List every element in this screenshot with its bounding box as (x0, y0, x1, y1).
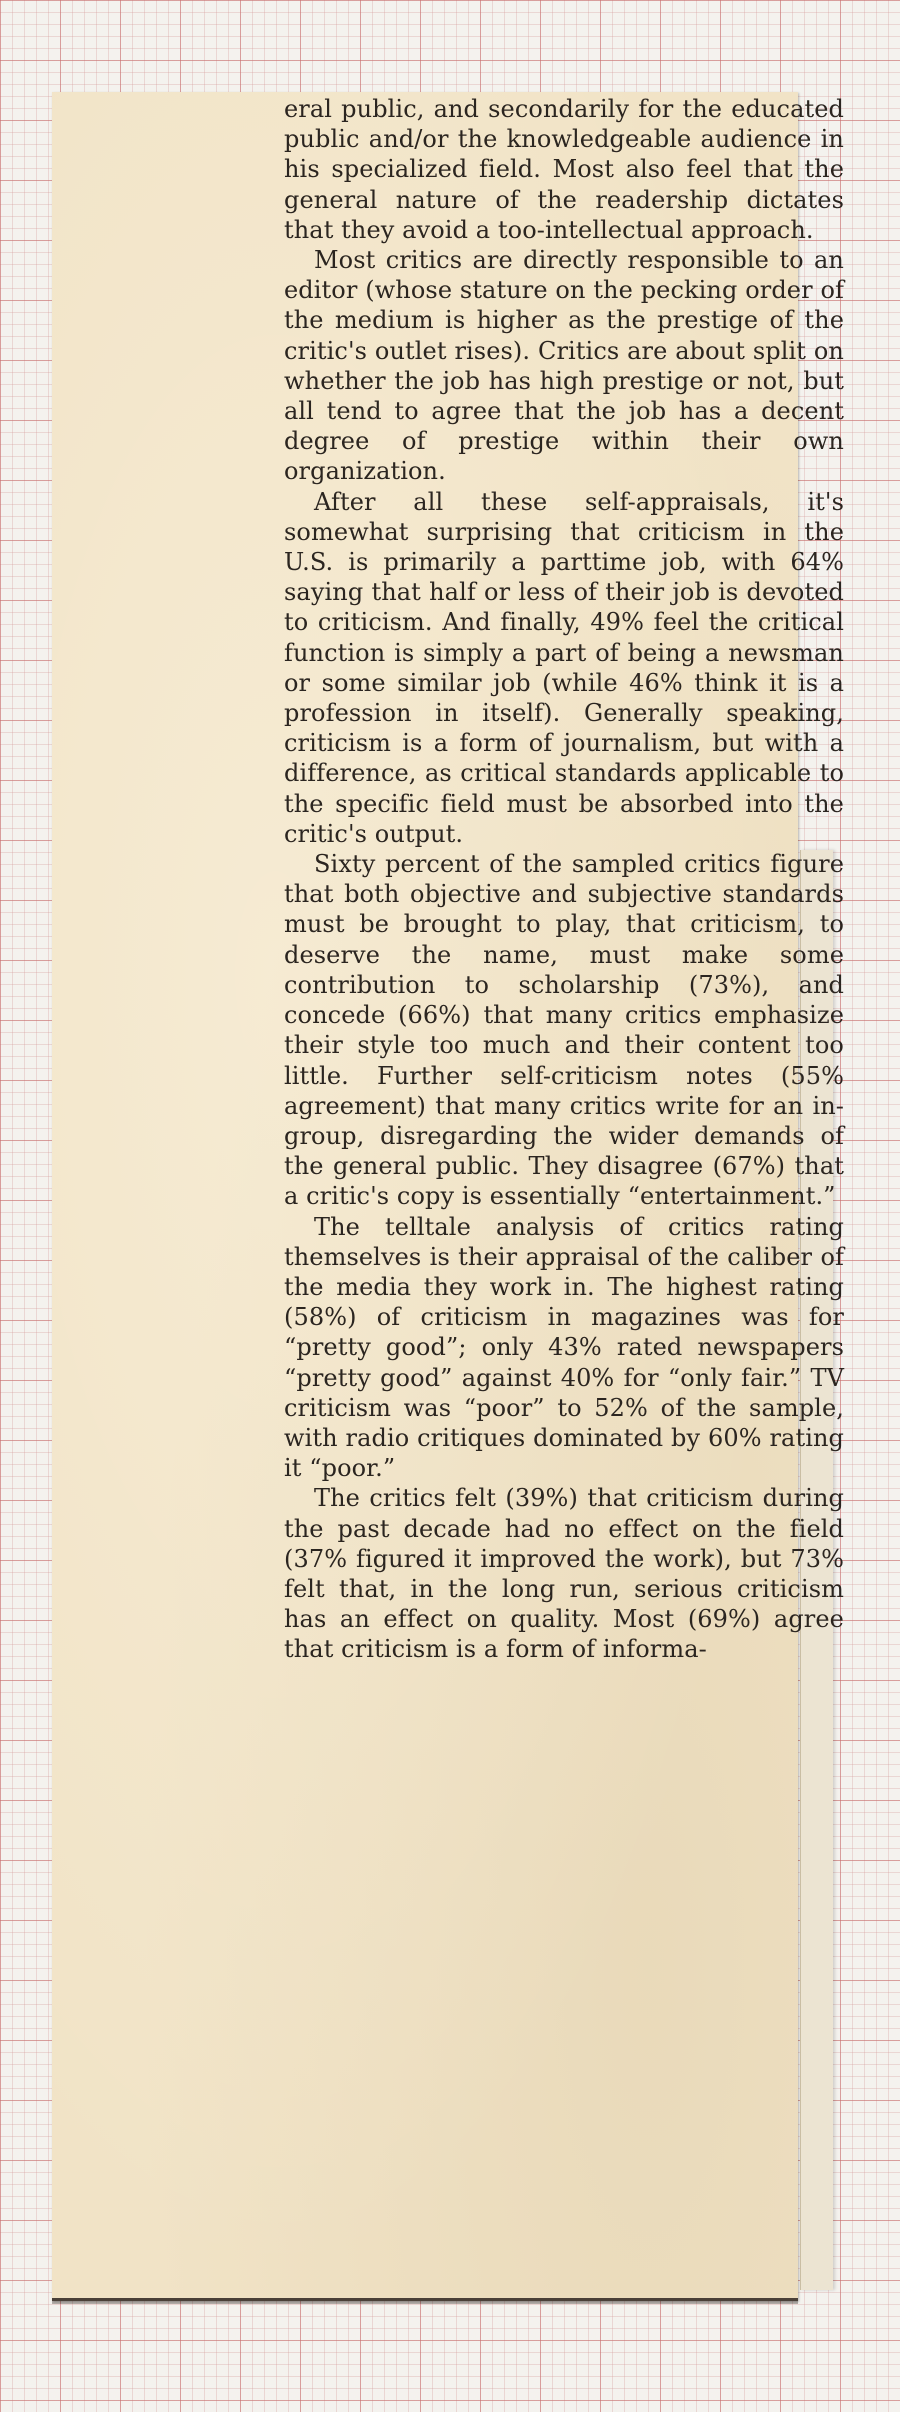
newspaper-clipping (52, 92, 844, 2301)
article-paragraph-5: The telltale analysis of critics rating themselves is their appraisal of the caliber of the media they work in. The highest rating (58%) of criticism in magazines was for “pretty good”; only 43% rated newspapers “pretty good” against 40% for “only fair.” TV criticism was “poor” to 52% of the sample, with radio critiques dominated by 60% rating it “poor.” (284, 1212, 844, 1483)
article-column (284, 94, 844, 1665)
article-paragraph-2: Most critics are directly responsible to an editor (whose stature on the pecking order of the medium is higher as the prestige of the critic's outlet rises). Critics are about split on whether the job has high prestige or not, but all tend to agree that the job has a decent degree of prestige within their own organization. (284, 246, 844, 486)
article-paragraph-4: Sixty percent of the sampled critics figure that both objective and subjective standards must be brought to play, that criticism, to deserve the name, must make some contribution to scholarship (73%), and concede (66%) that many critics emphasize their style too much and their content too little. Further self-criticism notes (55% agreement) that many critics write for an in-group, disregarding the wider demands of the general public. They disagree (67%) that a critic's copy is essentially “entertainment.” (284, 850, 844, 1211)
article-paragraph-1: eral public, and secondarily for the educated public and/or the knowledgeable audience in his specialized field. Most also feel that the general nature of the readership dictates that they avoid a too-intellectual approach. (284, 95, 844, 244)
article-paragraph-6: The critics felt (39%) that criticism during the past decade had no effect on the field (37% figured it improved the work), but 73% felt that, in the long run, serious criticism has an effect on quality. Most (69%) agree that criticism is a form of informa- (284, 1484, 844, 1664)
article-paragraph-3: After all these self-appraisals, it's somewhat surprising that criticism in the U.S. is primarily a parttime job, with 64% saying that half or less of their job is devoted to criticism. And finally, 49% feel the critical function is simply a part of being a newsman or some similar job (while 46% think it is a profession in itself). Generally speaking, criticism is a form of journalism, but with a difference, as critical standards applicable to the specific field must be absorbed into the critic's output. (284, 487, 844, 848)
